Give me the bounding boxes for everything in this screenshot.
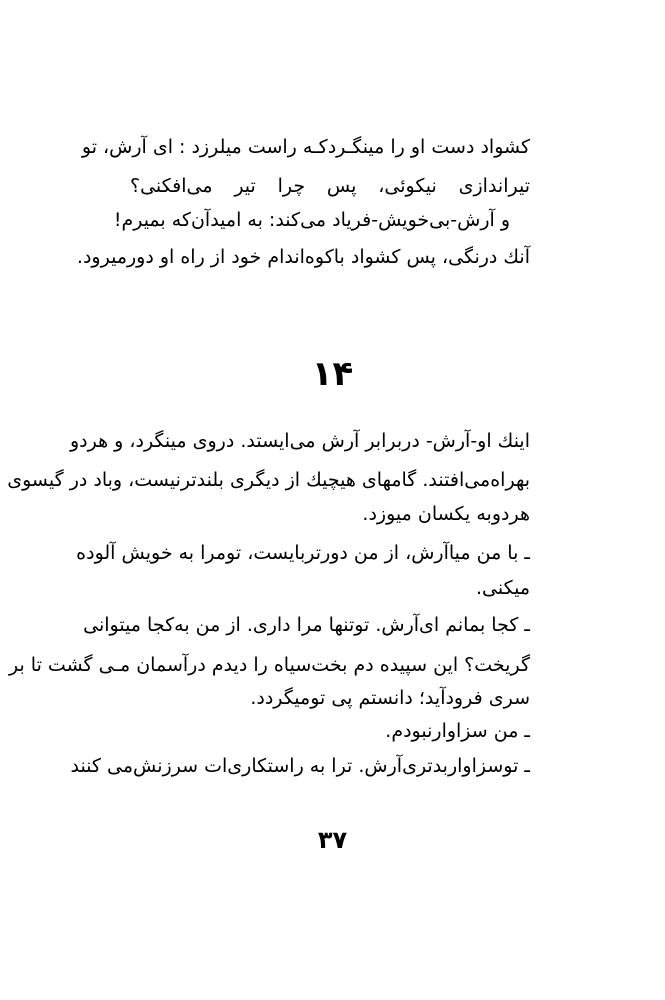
paragraph-line: هردوبه یکسان میوزد. [362,503,530,525]
paragraph-line: ـ کجا بمانم ای‌آرش. توتنها مرا داری. از من به‌کجا میتوانی [83,614,530,636]
paragraph-line: اینك او-آرش- دربرابر آرش می‌ایستد. دروی مینگرد، و هردو [69,430,530,452]
paragraph-line: بهراه‌می‌افتند. گامهای هیچیك از دیگری بلندترنیست، وباد در گیسوی [7,469,530,491]
paragraph-line: ـ توسزاواربدتری‌آرش. ترا به راستکاری‌ات سرزنش‌می کنند [70,755,530,777]
page-number: ۳۷ [317,826,348,854]
paragraph-line: کشواد دست او را مینگـردکـه راست میلرزد : ای آرش، تو [81,136,530,158]
paragraph-line: گریخت؟ این سپیده دم بخت‌سیاه را دیدم درآسمان مـی گشت تا بر [8,654,530,676]
paragraph-line: سری فرودآید؛ دانستم پی تومیگردد. [250,687,530,709]
paragraph-line: و آرش-بی‌خویش-فریاد می‌کند: به امیدآن‌که بمیرم! [113,209,510,231]
paragraph-line: تیراندازی نیکوئی، پس چرا تیر می‌افکنی؟ [130,175,530,197]
paragraph-line: ـ با من میاآرش، از من دورتربایست، تومرا به خویش آلوده [76,542,530,564]
paragraph-line: میکنی. [475,577,530,599]
chapter-number: ۱۴ [311,354,354,394]
paragraph-line: ـ من سزاوارنبودم. [385,720,530,742]
paragraph-line: آنك درنگی، پس کشواد باکوه‌اندام خود از راه او دورمیرود. [76,246,530,268]
